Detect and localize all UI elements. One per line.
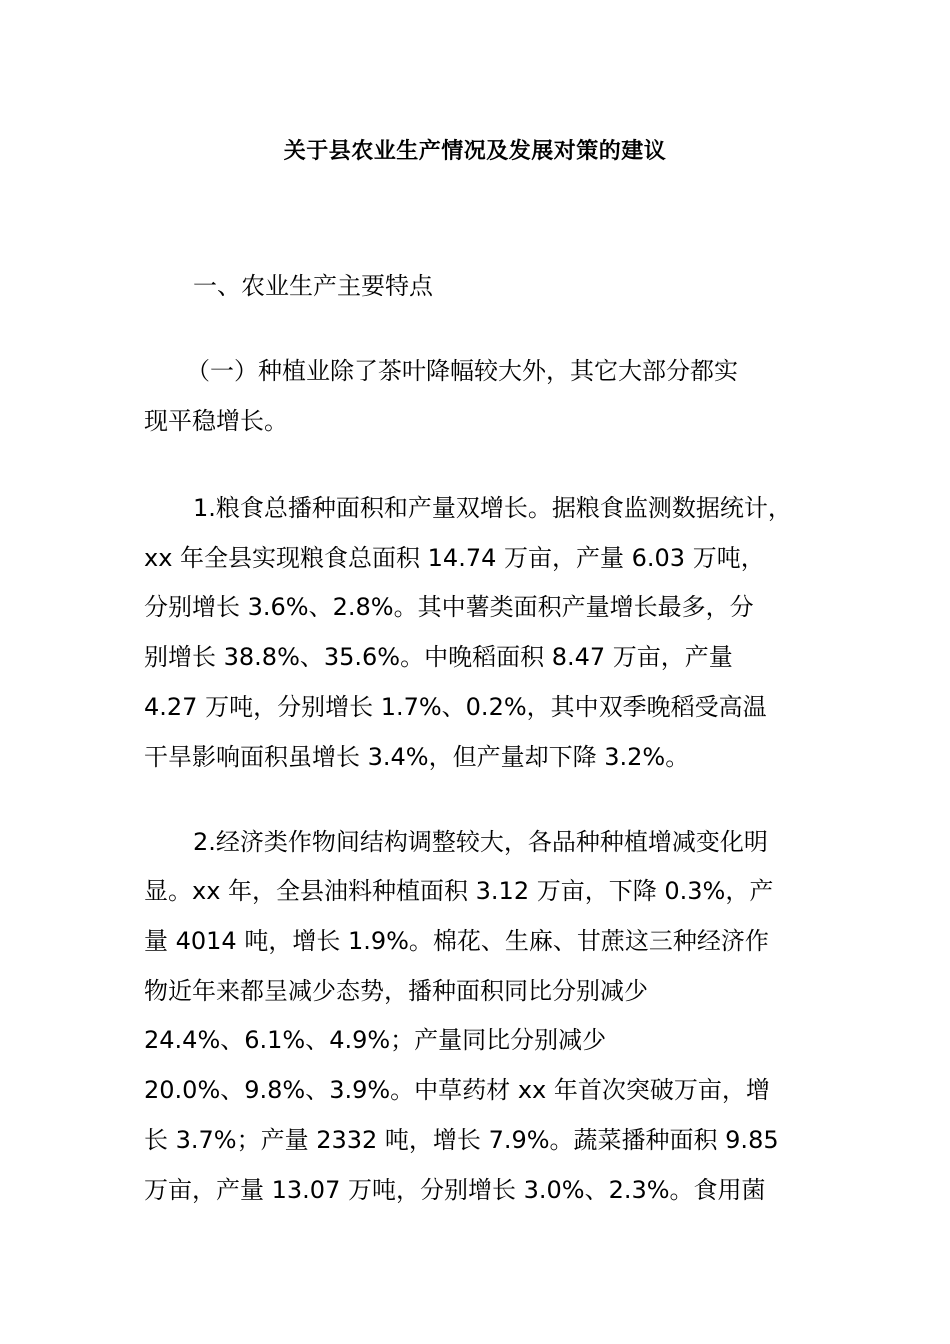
paragraph-line: 量 4014 吨，增长 1.9%。棉花、生麻、甘蔗这三种经济作	[144, 927, 769, 955]
section-heading: 一、农业生产主要特点	[193, 272, 433, 300]
paragraph-line: xx 年全县实现粮食总面积 14.74 万亩，产量 6.03 万吨，	[144, 544, 765, 572]
subsection-line: （一）种植业除了茶叶降幅较大外，其它大部分都实	[186, 357, 738, 385]
paragraph-line: 24.4%、6.1%、4.9%；产量同比分别减少	[144, 1026, 607, 1054]
subsection-line: 现平稳增长。	[144, 407, 288, 435]
paragraph-line: 4.27 万吨，分别增长 1.7%、0.2%，其中双季晚稻受高温	[144, 693, 767, 721]
paragraph-line: 别增长 38.8%、35.6%。中晚稻面积 8.47 万亩，产量	[144, 643, 733, 671]
paragraph-line: 显。xx 年，全县油料种植面积 3.12 万亩，下降 0.3%，产	[144, 877, 774, 905]
paragraph-line: 干旱影响面积虽增长 3.4%，但产量却下降 3.2%。	[144, 743, 690, 771]
paragraph-line: 2.经济类作物间结构调整较大，各品种种植增减变化明	[193, 828, 768, 856]
paragraph-line: 1.粮食总播种面积和产量双增长。据粮食监测数据统计，	[193, 494, 792, 522]
paragraph-line: 万亩，产量 13.07 万吨，分别增长 3.0%、2.3%。食用菌	[144, 1176, 766, 1204]
paragraph-line: 物近年来都呈减少态势，播种面积同比分别减少	[144, 977, 648, 1005]
paragraph-line: 20.0%、9.8%、3.9%。中草药材 xx 年首次突破万亩，增	[144, 1076, 770, 1104]
paragraph-line: 分别增长 3.6%、2.8%。其中薯类面积产量增长最多，分	[144, 593, 754, 621]
paragraph-line: 长 3.7%；产量 2332 吨，增长 7.9%。蔬菜播种面积 9.85	[144, 1126, 779, 1154]
document-title: 关于县农业生产情况及发展对策的建议	[283, 139, 667, 164]
